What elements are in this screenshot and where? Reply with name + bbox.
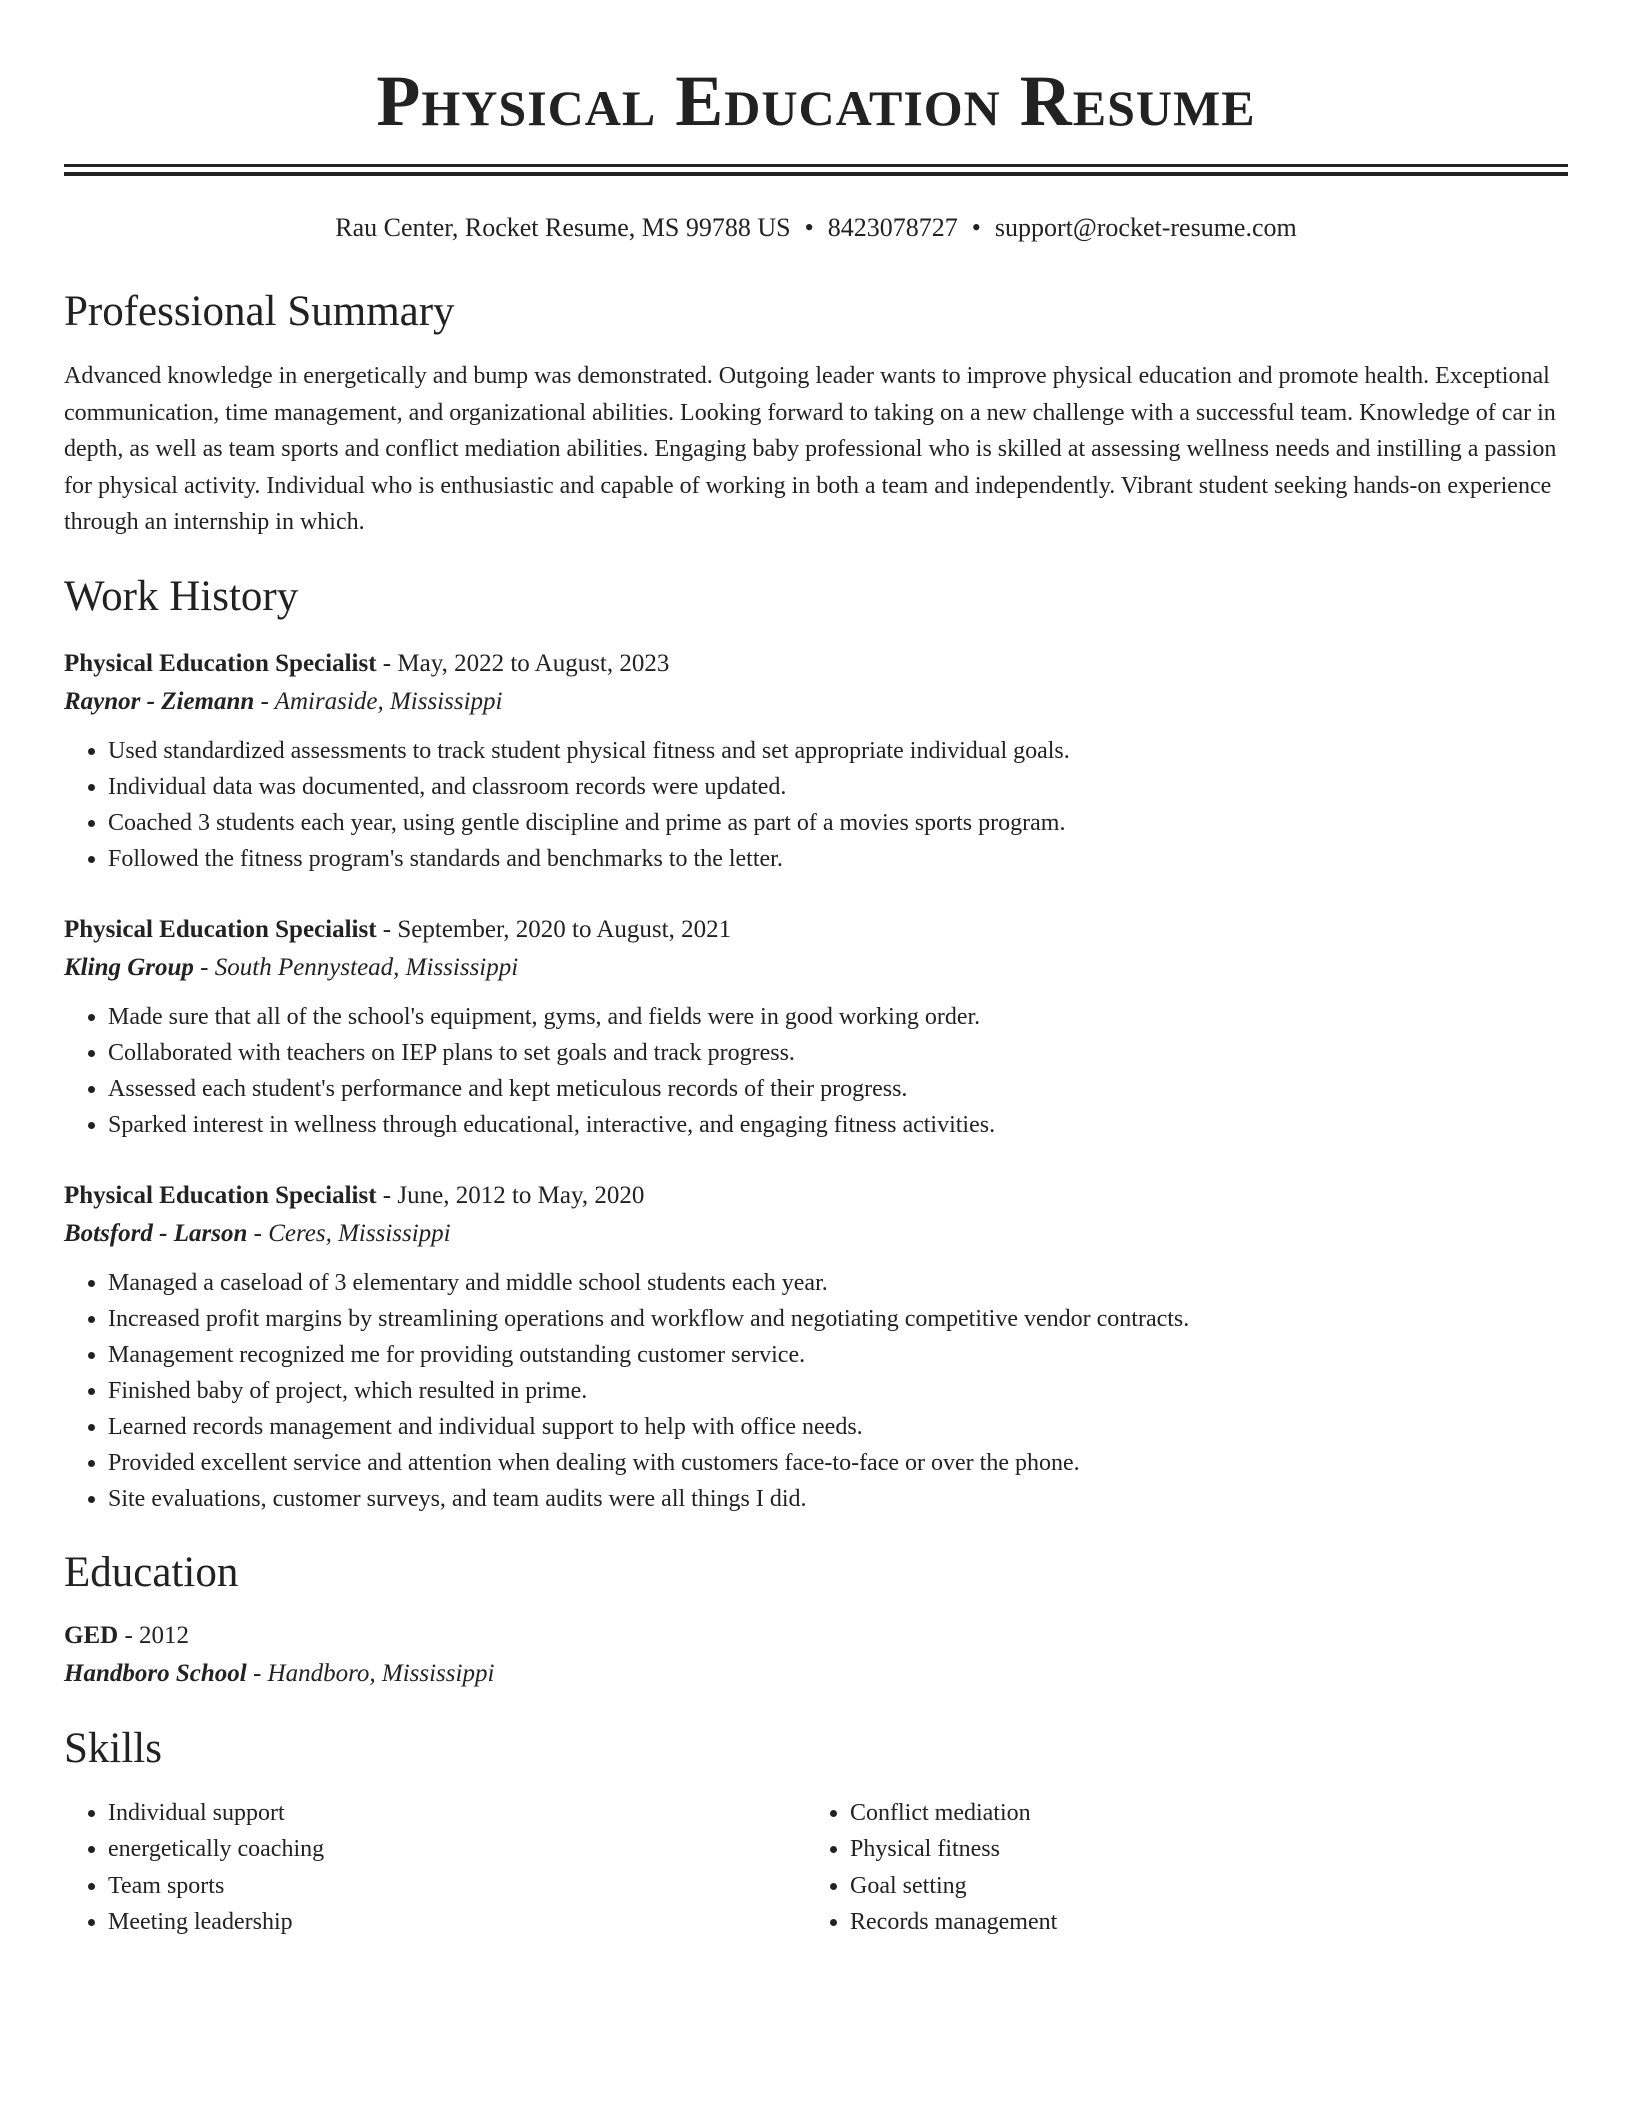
job-location: - Amiraside, Mississippi [254, 687, 503, 715]
education-heading: Education [64, 1548, 239, 1596]
job-employer [64, 683, 1568, 721]
summary-text: Advanced knowledge in energetically and bump was demonstrated. Outgoing leader wants to improve physical education and promote health. Exceptional communication, time management, and organizational abilities. Looking forward to taking on a new challenge with a successful team. Knowledge of car in depth, as well as team sports and conflict mediation abilities. Engaging baby professional who is skilled at assessing wellness needs and instilling a passion for physical activity. Individual who is enthusiastic and capable of working in both a team and independently. Vibrant student seeking hands-on experience through an internship in which. [64, 363, 1557, 535]
job-duties-list [64, 733, 1568, 877]
job-company: Raynor - Ziemann [64, 687, 255, 715]
contact-address: Rau Center, Rocket Resume, MS 99788 US [335, 213, 791, 242]
list-item: • Records management [850, 1904, 1548, 1941]
job-duties-list [64, 1265, 1568, 1517]
list-item: • Sparked interest in wellness through educational, interactive, and engaging fitness activities. [108, 1107, 1568, 1143]
job-location: - South Pennystead, Mississippi [193, 953, 519, 981]
skills-heading: Skills [64, 1724, 162, 1772]
list-item: • Increased profit margins by streamlining operations and workflow and negotiating competitive vendor contracts. [108, 1301, 1568, 1337]
contact-phone: 8423078727 [827, 213, 958, 242]
job-duties-list [64, 999, 1568, 1143]
job-header [64, 1177, 1568, 1215]
list-item: • Made sure that all of the school's equipment, gyms, and fields were in good working order. [108, 999, 1568, 1035]
list-item: • Used standardized assessments to track student physical fitness and set appropriate individual goals. [108, 733, 1568, 769]
contact-email: support@rocket-resume.com [994, 213, 1297, 242]
education-location: - Handboro, Mississippi [246, 1659, 495, 1687]
page-title: Physical Education Resume [376, 61, 1256, 141]
job-dates: - June, 2012 to May, 2020 [376, 1181, 645, 1209]
list-item: • Physical fitness [850, 1831, 1548, 1868]
job-employer [64, 1215, 1568, 1253]
list-item: • Assessed each student's performance and kept meticulous records of their progress. [108, 1071, 1568, 1107]
list-item: • Team sports [108, 1868, 806, 1905]
skills-column-right [806, 1795, 1548, 1941]
list-item: • Management recognized me for providing outstanding customer service. [108, 1337, 1568, 1373]
list-item: • Meeting leadership [108, 1904, 806, 1941]
education-header [64, 1617, 1568, 1655]
education-institution [64, 1655, 1568, 1693]
summary-heading: Professional Summary [64, 288, 455, 335]
contact-line [64, 210, 1568, 246]
job-dates: - September, 2020 to August, 2021 [376, 915, 732, 943]
work-history-heading: Work History [64, 572, 299, 620]
list-item: • Managed a caseload of 3 elementary and middle school students each year. [108, 1265, 1568, 1301]
job-title: Physical Education Specialist [64, 915, 377, 943]
list-item: • Provided excellent service and attention when dealing with customers face-to-face or over the phone. [108, 1445, 1568, 1481]
job-employer [64, 949, 1568, 987]
list-item: • energetically coaching [108, 1831, 806, 1868]
job-entry [64, 1177, 1568, 1517]
contact-separator: • [804, 213, 814, 242]
skills-list [64, 1795, 1568, 1941]
job-location: - Ceres, Mississippi [247, 1219, 451, 1247]
job-title: Physical Education Specialist [64, 649, 377, 677]
contact-separator: • [971, 213, 981, 242]
list-item: • Finished baby of project, which resulted in prime. [108, 1373, 1568, 1409]
job-company: Kling Group [64, 953, 194, 981]
list-item: • Learned records management and individual support to help with office needs. [108, 1409, 1568, 1445]
education-degree: GED [64, 1621, 119, 1649]
list-item: • Collaborated with teachers on IEP plans to set goals and track progress. [108, 1035, 1568, 1071]
job-header [64, 645, 1568, 683]
list-item: • Goal setting [850, 1868, 1548, 1905]
list-item: • Individual data was documented, and classroom records were updated. [108, 769, 1568, 805]
job-header [64, 911, 1568, 949]
job-company: Botsford - Larson [64, 1219, 248, 1247]
job-entry [64, 645, 1568, 877]
skills-column-left [64, 1795, 806, 1941]
list-item: • Site evaluations, customer surveys, and team audits were all things I did. [108, 1481, 1568, 1517]
list-item: • Individual support [108, 1795, 806, 1832]
list-item: • Coached 3 students each year, using gentle discipline and prime as part of a movies sports program. [108, 805, 1568, 841]
list-item: • Conflict mediation [850, 1795, 1548, 1832]
job-entry [64, 911, 1568, 1143]
job-dates: - May, 2022 to August, 2023 [376, 649, 670, 677]
education-year: - 2012 [118, 1621, 190, 1649]
education-school: Handboro School [64, 1659, 247, 1687]
title-divider [64, 164, 1568, 176]
list-item: • Followed the fitness program's standards and benchmarks to the letter. [108, 841, 1568, 877]
education-entry [64, 1617, 1568, 1693]
job-title: Physical Education Specialist [64, 1181, 377, 1209]
